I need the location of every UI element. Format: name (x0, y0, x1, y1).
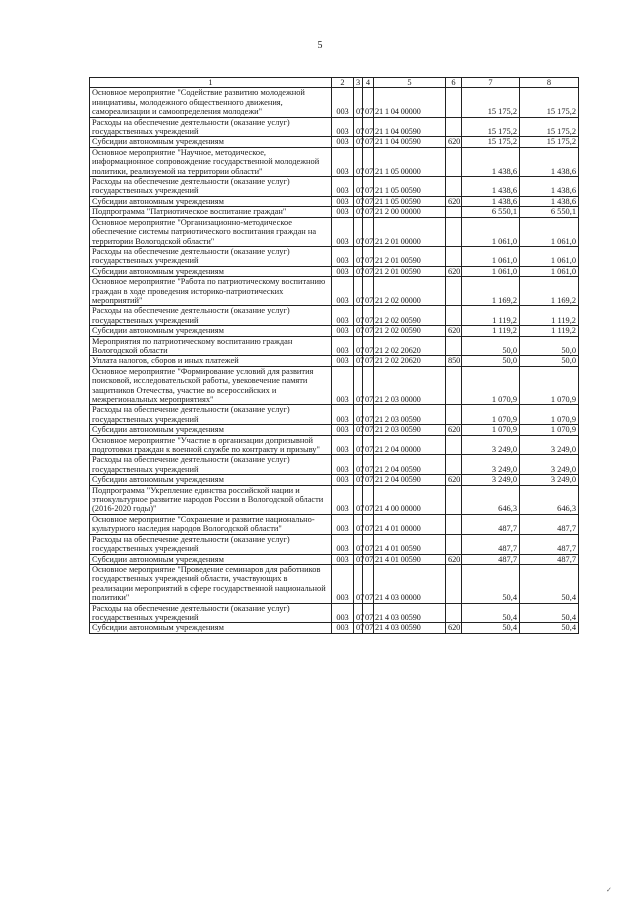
table-row (90, 277, 579, 306)
table-row (90, 306, 579, 326)
table-row (90, 266, 579, 276)
name-cell: Расходы на обеспечение деятельности (оказание услуг) государственных учреждений (90, 455, 332, 475)
amount-2018-cell: 1 119,2 (462, 306, 520, 326)
table-row (90, 217, 579, 246)
amount-2018-cell: 15 175,2 (462, 88, 520, 117)
amount-total-cell: 1 438,6 (520, 196, 579, 206)
amount-2018-cell: 50,4 (462, 603, 520, 623)
table-row (90, 147, 579, 176)
code-admin-cell: 003 (332, 425, 354, 435)
code-section-cell: 07 (354, 514, 363, 534)
name-cell: Расходы на обеспечение деятельности (оказание услуг) государственных учреждений (90, 177, 332, 197)
code-subsection-cell: 07 (363, 554, 374, 564)
code-admin-cell: 003 (332, 405, 354, 425)
amount-total-cell: 646,3 (520, 485, 579, 514)
name-cell: Субсидии автономным учреждениям (90, 326, 332, 336)
code-subsection-cell: 07 (363, 306, 374, 326)
code-admin-cell: 003 (332, 366, 354, 405)
code-section-cell: 07 (354, 207, 363, 217)
amount-2018-cell: 50,4 (462, 623, 520, 633)
name-cell: Подпрограмма "Укрепление единства российской нации и этнокультурное развитие народов России в Вологодской области (2016-2020 годы)" (90, 485, 332, 514)
amount-total-cell: 487,7 (520, 534, 579, 554)
table-row (90, 435, 579, 455)
code-section-cell: 07 (354, 405, 363, 425)
table-row (90, 514, 579, 534)
amount-total-cell: 1 119,2 (520, 306, 579, 326)
expense-type-cell (446, 534, 462, 554)
table-row (90, 246, 579, 266)
code-section-cell: 07 (354, 217, 363, 246)
code-admin-cell: 003 (332, 277, 354, 306)
code-admin-cell: 003 (332, 534, 354, 554)
code-section-cell: 07 (354, 277, 363, 306)
target-code-cell: 21 2 03 00590 (374, 425, 446, 435)
amount-2018-cell: 1 070,9 (462, 405, 520, 425)
budget-table-body (90, 78, 579, 634)
table-row (90, 554, 579, 564)
amount-total-cell: 1 169,2 (520, 277, 579, 306)
target-code-cell: 21 2 04 00590 (374, 455, 446, 475)
code-section-cell: 07 (354, 266, 363, 276)
target-code-cell: 21 2 00 00000 (374, 207, 446, 217)
amount-2018-cell: 1 438,6 (462, 177, 520, 197)
amount-2018-cell: 3 249,0 (462, 475, 520, 485)
table-row (90, 326, 579, 336)
code-section-cell: 07 (354, 485, 363, 514)
code-subsection-cell: 07 (363, 485, 374, 514)
expense-type-cell: 620 (446, 623, 462, 633)
expense-type-cell: 620 (446, 137, 462, 147)
amount-total-cell: 50,0 (520, 336, 579, 356)
code-admin-cell: 003 (332, 88, 354, 117)
expense-type-cell: 620 (446, 425, 462, 435)
name-cell: Основное мероприятие "Организационно-методическое обеспечение системы патриотического воспитания граждан на территории Вологодской области" (90, 217, 332, 246)
name-cell: Субсидии автономным учреждениям (90, 623, 332, 633)
code-admin-cell: 003 (332, 514, 354, 534)
expense-type-cell (446, 405, 462, 425)
code-admin-cell: 003 (332, 336, 354, 356)
expense-type-cell (446, 147, 462, 176)
target-code-cell: 21 1 04 00590 (374, 117, 446, 137)
amount-total-cell: 3 249,0 (520, 435, 579, 455)
code-admin-cell: 003 (332, 196, 354, 206)
code-section-cell: 07 (354, 137, 363, 147)
target-code-cell: 21 4 03 00000 (374, 564, 446, 603)
name-cell: Субсидии автономным учреждениям (90, 196, 332, 206)
expense-type-cell (446, 277, 462, 306)
amount-2018-cell: 1 061,0 (462, 246, 520, 266)
code-subsection-cell: 07 (363, 196, 374, 206)
code-section-cell: 07 (354, 88, 363, 117)
name-cell: Субсидии автономным учреждениям (90, 425, 332, 435)
budget-table (89, 77, 579, 634)
expense-type-cell: 620 (446, 196, 462, 206)
table-header-row (90, 78, 579, 88)
amount-total-cell: 487,7 (520, 514, 579, 534)
amount-2018-cell: 1 061,0 (462, 266, 520, 276)
code-section-cell: 07 (354, 435, 363, 455)
name-cell: Основное мероприятие "Участие в организации допризывной подготовки граждан к военной службе по контракту и призыву" (90, 435, 332, 455)
table-row (90, 485, 579, 514)
code-subsection-cell: 07 (363, 514, 374, 534)
code-admin-cell: 003 (332, 455, 354, 475)
code-section-cell: 07 (354, 554, 363, 564)
table-row (90, 196, 579, 206)
code-section-cell: 07 (354, 196, 363, 206)
target-code-cell: 21 2 01 00590 (374, 246, 446, 266)
target-code-cell: 21 1 05 00590 (374, 177, 446, 197)
amount-2018-cell: 1 061,0 (462, 217, 520, 246)
code-subsection-cell: 07 (363, 147, 374, 176)
table-row (90, 603, 579, 623)
amount-total-cell: 1 070,9 (520, 366, 579, 405)
code-subsection-cell: 07 (363, 88, 374, 117)
expense-type-cell: 620 (446, 475, 462, 485)
amount-2018-cell: 1 070,9 (462, 425, 520, 435)
target-code-cell: 21 2 02 00000 (374, 277, 446, 306)
amount-total-cell: 6 550,1 (520, 207, 579, 217)
name-cell: Расходы на обеспечение деятельности (оказание услуг) государственных учреждений (90, 405, 332, 425)
code-subsection-cell: 07 (363, 534, 374, 554)
code-section-cell: 07 (354, 366, 363, 405)
column-number-8: 8 (520, 78, 579, 88)
expense-type-cell: 850 (446, 356, 462, 366)
table-row (90, 356, 579, 366)
amount-2018-cell: 1 119,2 (462, 326, 520, 336)
table-row (90, 455, 579, 475)
code-section-cell: 07 (354, 455, 363, 475)
expense-type-cell (446, 435, 462, 455)
name-cell: Основное мероприятие "Научное, методическое, информационное сопровождение государственной молодежной политики, реализуемой на территории области" (90, 147, 332, 176)
code-subsection-cell: 07 (363, 366, 374, 405)
amount-2018-cell: 1 070,9 (462, 366, 520, 405)
target-code-cell: 21 2 02 20620 (374, 356, 446, 366)
column-number-4: 4 (363, 78, 374, 88)
code-section-cell: 07 (354, 534, 363, 554)
code-subsection-cell: 07 (363, 603, 374, 623)
expense-type-cell: 620 (446, 326, 462, 336)
code-subsection-cell: 07 (363, 405, 374, 425)
code-admin-cell: 003 (332, 623, 354, 633)
amount-total-cell: 15 175,2 (520, 117, 579, 137)
code-subsection-cell: 07 (363, 623, 374, 633)
name-cell: Основное мероприятие "Работа по патриотическому воспитанию граждан в ходе проведения историко-патриотических мероприятий" (90, 277, 332, 306)
target-code-cell: 21 2 01 00590 (374, 266, 446, 276)
code-admin-cell: 003 (332, 117, 354, 137)
amount-2018-cell: 646,3 (462, 485, 520, 514)
name-cell: Расходы на обеспечение деятельности (оказание услуг) государственных учреждений (90, 306, 332, 326)
target-code-cell: 21 4 01 00590 (374, 554, 446, 564)
code-admin-cell: 003 (332, 564, 354, 603)
amount-2018-cell: 1 438,6 (462, 147, 520, 176)
name-cell: Мероприятия по патриотическому воспитанию граждан Вологодской области (90, 336, 332, 356)
code-section-cell: 07 (354, 623, 363, 633)
amount-2018-cell: 487,7 (462, 554, 520, 564)
column-number-7: 7 (462, 78, 520, 88)
code-admin-cell: 003 (332, 177, 354, 197)
expense-type-cell (446, 455, 462, 475)
expense-type-cell (446, 217, 462, 246)
code-section-cell: 07 (354, 425, 363, 435)
amount-total-cell: 50,4 (520, 564, 579, 603)
amount-2018-cell: 15 175,2 (462, 117, 520, 137)
code-subsection-cell: 07 (363, 326, 374, 336)
target-code-cell: 21 1 05 00590 (374, 196, 446, 206)
table-row (90, 405, 579, 425)
name-cell: Субсидии автономным учреждениям (90, 554, 332, 564)
code-subsection-cell: 07 (363, 266, 374, 276)
target-code-cell: 21 4 03 00590 (374, 623, 446, 633)
code-subsection-cell: 07 (363, 117, 374, 137)
code-admin-cell: 003 (332, 207, 354, 217)
name-cell: Основное мероприятие "Сохранение и развитие национально-культурного наследия народов Вологодской области" (90, 514, 332, 534)
name-cell: Подпрограмма "Патриотическое воспитание граждан" (90, 207, 332, 217)
expense-type-cell (446, 117, 462, 137)
code-subsection-cell: 07 (363, 564, 374, 603)
expense-type-cell (446, 336, 462, 356)
target-code-cell: 21 4 01 00000 (374, 514, 446, 534)
amount-total-cell: 1 119,2 (520, 326, 579, 336)
code-subsection-cell: 07 (363, 217, 374, 246)
code-section-cell: 07 (354, 147, 363, 176)
amount-2018-cell: 3 249,0 (462, 435, 520, 455)
table-row (90, 336, 579, 356)
expense-type-cell (446, 177, 462, 197)
amount-total-cell: 50,0 (520, 356, 579, 366)
amount-total-cell: 1 061,0 (520, 246, 579, 266)
code-admin-cell: 003 (332, 435, 354, 455)
amount-2018-cell: 487,7 (462, 534, 520, 554)
amount-total-cell: 1 061,0 (520, 217, 579, 246)
target-code-cell: 21 2 03 00000 (374, 366, 446, 405)
code-admin-cell: 003 (332, 246, 354, 266)
amount-total-cell: 1 061,0 (520, 266, 579, 276)
target-code-cell: 21 2 01 00000 (374, 217, 446, 246)
target-code-cell: 21 2 02 20620 (374, 336, 446, 356)
amount-total-cell: 3 249,0 (520, 475, 579, 485)
code-subsection-cell: 07 (363, 425, 374, 435)
amount-2018-cell: 3 249,0 (462, 455, 520, 475)
code-section-cell: 07 (354, 117, 363, 137)
amount-total-cell: 50,4 (520, 623, 579, 633)
amount-2018-cell: 50,4 (462, 564, 520, 603)
expense-type-cell (446, 246, 462, 266)
target-code-cell: 21 1 04 00590 (374, 137, 446, 147)
amount-2018-cell: 50,0 (462, 356, 520, 366)
name-cell: Основное мероприятие "Проведение семинаров для работников государственных учреждений области, участвующих в реализации мероприятий в сфере государственной национальной политики" (90, 564, 332, 603)
amount-total-cell: 1 070,9 (520, 405, 579, 425)
amount-total-cell: 1 070,9 (520, 425, 579, 435)
code-admin-cell: 003 (332, 306, 354, 326)
amount-total-cell: 3 249,0 (520, 455, 579, 475)
table-row (90, 207, 579, 217)
target-code-cell: 21 4 00 00000 (374, 485, 446, 514)
code-admin-cell: 003 (332, 554, 354, 564)
expense-type-cell (446, 207, 462, 217)
code-subsection-cell: 07 (363, 246, 374, 266)
target-code-cell: 21 4 01 00590 (374, 534, 446, 554)
expense-type-cell (446, 88, 462, 117)
expense-type-cell (446, 564, 462, 603)
code-section-cell: 07 (354, 326, 363, 336)
page-mark: ✓ (606, 886, 612, 894)
amount-2018-cell: 50,0 (462, 336, 520, 356)
table-row (90, 137, 579, 147)
code-subsection-cell: 07 (363, 455, 374, 475)
code-subsection-cell: 07 (363, 177, 374, 197)
target-code-cell: 21 2 02 00590 (374, 306, 446, 326)
name-cell: Основное мероприятие "Содействие развитию молодежной инициативы, молодежного общественного движения, самореализации и самоопределения молодежи" (90, 88, 332, 117)
amount-total-cell: 15 175,2 (520, 137, 579, 147)
code-section-cell: 07 (354, 177, 363, 197)
amount-total-cell: 1 438,6 (520, 147, 579, 176)
table-row (90, 177, 579, 197)
code-section-cell: 07 (354, 306, 363, 326)
code-admin-cell: 003 (332, 326, 354, 336)
code-section-cell: 07 (354, 336, 363, 356)
code-subsection-cell: 07 (363, 336, 374, 356)
expense-type-cell: 620 (446, 554, 462, 564)
amount-total-cell: 50,4 (520, 603, 579, 623)
name-cell: Субсидии автономным учреждениям (90, 475, 332, 485)
name-cell: Субсидии автономным учреждениям (90, 266, 332, 276)
code-admin-cell: 003 (332, 475, 354, 485)
code-section-cell: 07 (354, 564, 363, 603)
column-number-2: 2 (332, 78, 354, 88)
expense-type-cell: 620 (446, 266, 462, 276)
amount-2018-cell: 487,7 (462, 514, 520, 534)
code-admin-cell: 003 (332, 217, 354, 246)
column-number-1: 1 (90, 78, 332, 88)
code-subsection-cell: 07 (363, 356, 374, 366)
name-cell: Основное мероприятие "Формирование условий для развития поисковой, исследовательской работы, увековечение памяти защитников Отечества, участие во всероссийских и межрегиональных мероприятиях" (90, 366, 332, 405)
target-code-cell: 21 4 03 00590 (374, 603, 446, 623)
column-number-6: 6 (446, 78, 462, 88)
table-row (90, 564, 579, 603)
table-row (90, 534, 579, 554)
table-row (90, 88, 579, 117)
code-admin-cell: 003 (332, 137, 354, 147)
code-subsection-cell: 07 (363, 435, 374, 455)
amount-total-cell: 1 438,6 (520, 177, 579, 197)
amount-2018-cell: 1 438,6 (462, 196, 520, 206)
name-cell: Уплата налогов, сборов и иных платежей (90, 356, 332, 366)
amount-2018-cell: 15 175,2 (462, 137, 520, 147)
expense-type-cell (446, 485, 462, 514)
expense-type-cell (446, 603, 462, 623)
table-row (90, 623, 579, 633)
column-number-3: 3 (354, 78, 363, 88)
code-subsection-cell: 07 (363, 207, 374, 217)
name-cell: Расходы на обеспечение деятельности (оказание услуг) государственных учреждений (90, 117, 332, 137)
column-number-5: 5 (374, 78, 446, 88)
code-section-cell: 07 (354, 603, 363, 623)
table-row (90, 117, 579, 137)
target-code-cell: 21 2 04 00590 (374, 475, 446, 485)
code-section-cell: 07 (354, 475, 363, 485)
amount-2018-cell: 1 169,2 (462, 277, 520, 306)
table-row (90, 366, 579, 405)
name-cell: Расходы на обеспечение деятельности (оказание услуг) государственных учреждений (90, 246, 332, 266)
page-number: 5 (317, 40, 323, 51)
code-admin-cell: 003 (332, 147, 354, 176)
table-row (90, 475, 579, 485)
code-section-cell: 07 (354, 246, 363, 266)
target-code-cell: 21 2 03 00590 (374, 405, 446, 425)
code-section-cell: 07 (354, 356, 363, 366)
amount-total-cell: 487,7 (520, 554, 579, 564)
expense-type-cell (446, 306, 462, 326)
name-cell: Расходы на обеспечение деятельности (оказание услуг) государственных учреждений (90, 603, 332, 623)
code-subsection-cell: 07 (363, 475, 374, 485)
expense-type-cell (446, 366, 462, 405)
target-code-cell: 21 1 05 00000 (374, 147, 446, 176)
table-row (90, 425, 579, 435)
code-admin-cell: 003 (332, 603, 354, 623)
target-code-cell: 21 2 04 00000 (374, 435, 446, 455)
code-subsection-cell: 07 (363, 277, 374, 306)
expense-type-cell (446, 514, 462, 534)
amount-2018-cell: 6 550,1 (462, 207, 520, 217)
name-cell: Расходы на обеспечение деятельности (оказание услуг) государственных учреждений (90, 534, 332, 554)
amount-total-cell: 15 175,2 (520, 88, 579, 117)
target-code-cell: 21 2 02 00590 (374, 326, 446, 336)
code-admin-cell: 003 (332, 485, 354, 514)
name-cell: Субсидии автономным учреждениям (90, 137, 332, 147)
target-code-cell: 21 1 04 00000 (374, 88, 446, 117)
code-subsection-cell: 07 (363, 137, 374, 147)
code-admin-cell: 003 (332, 356, 354, 366)
code-admin-cell: 003 (332, 266, 354, 276)
